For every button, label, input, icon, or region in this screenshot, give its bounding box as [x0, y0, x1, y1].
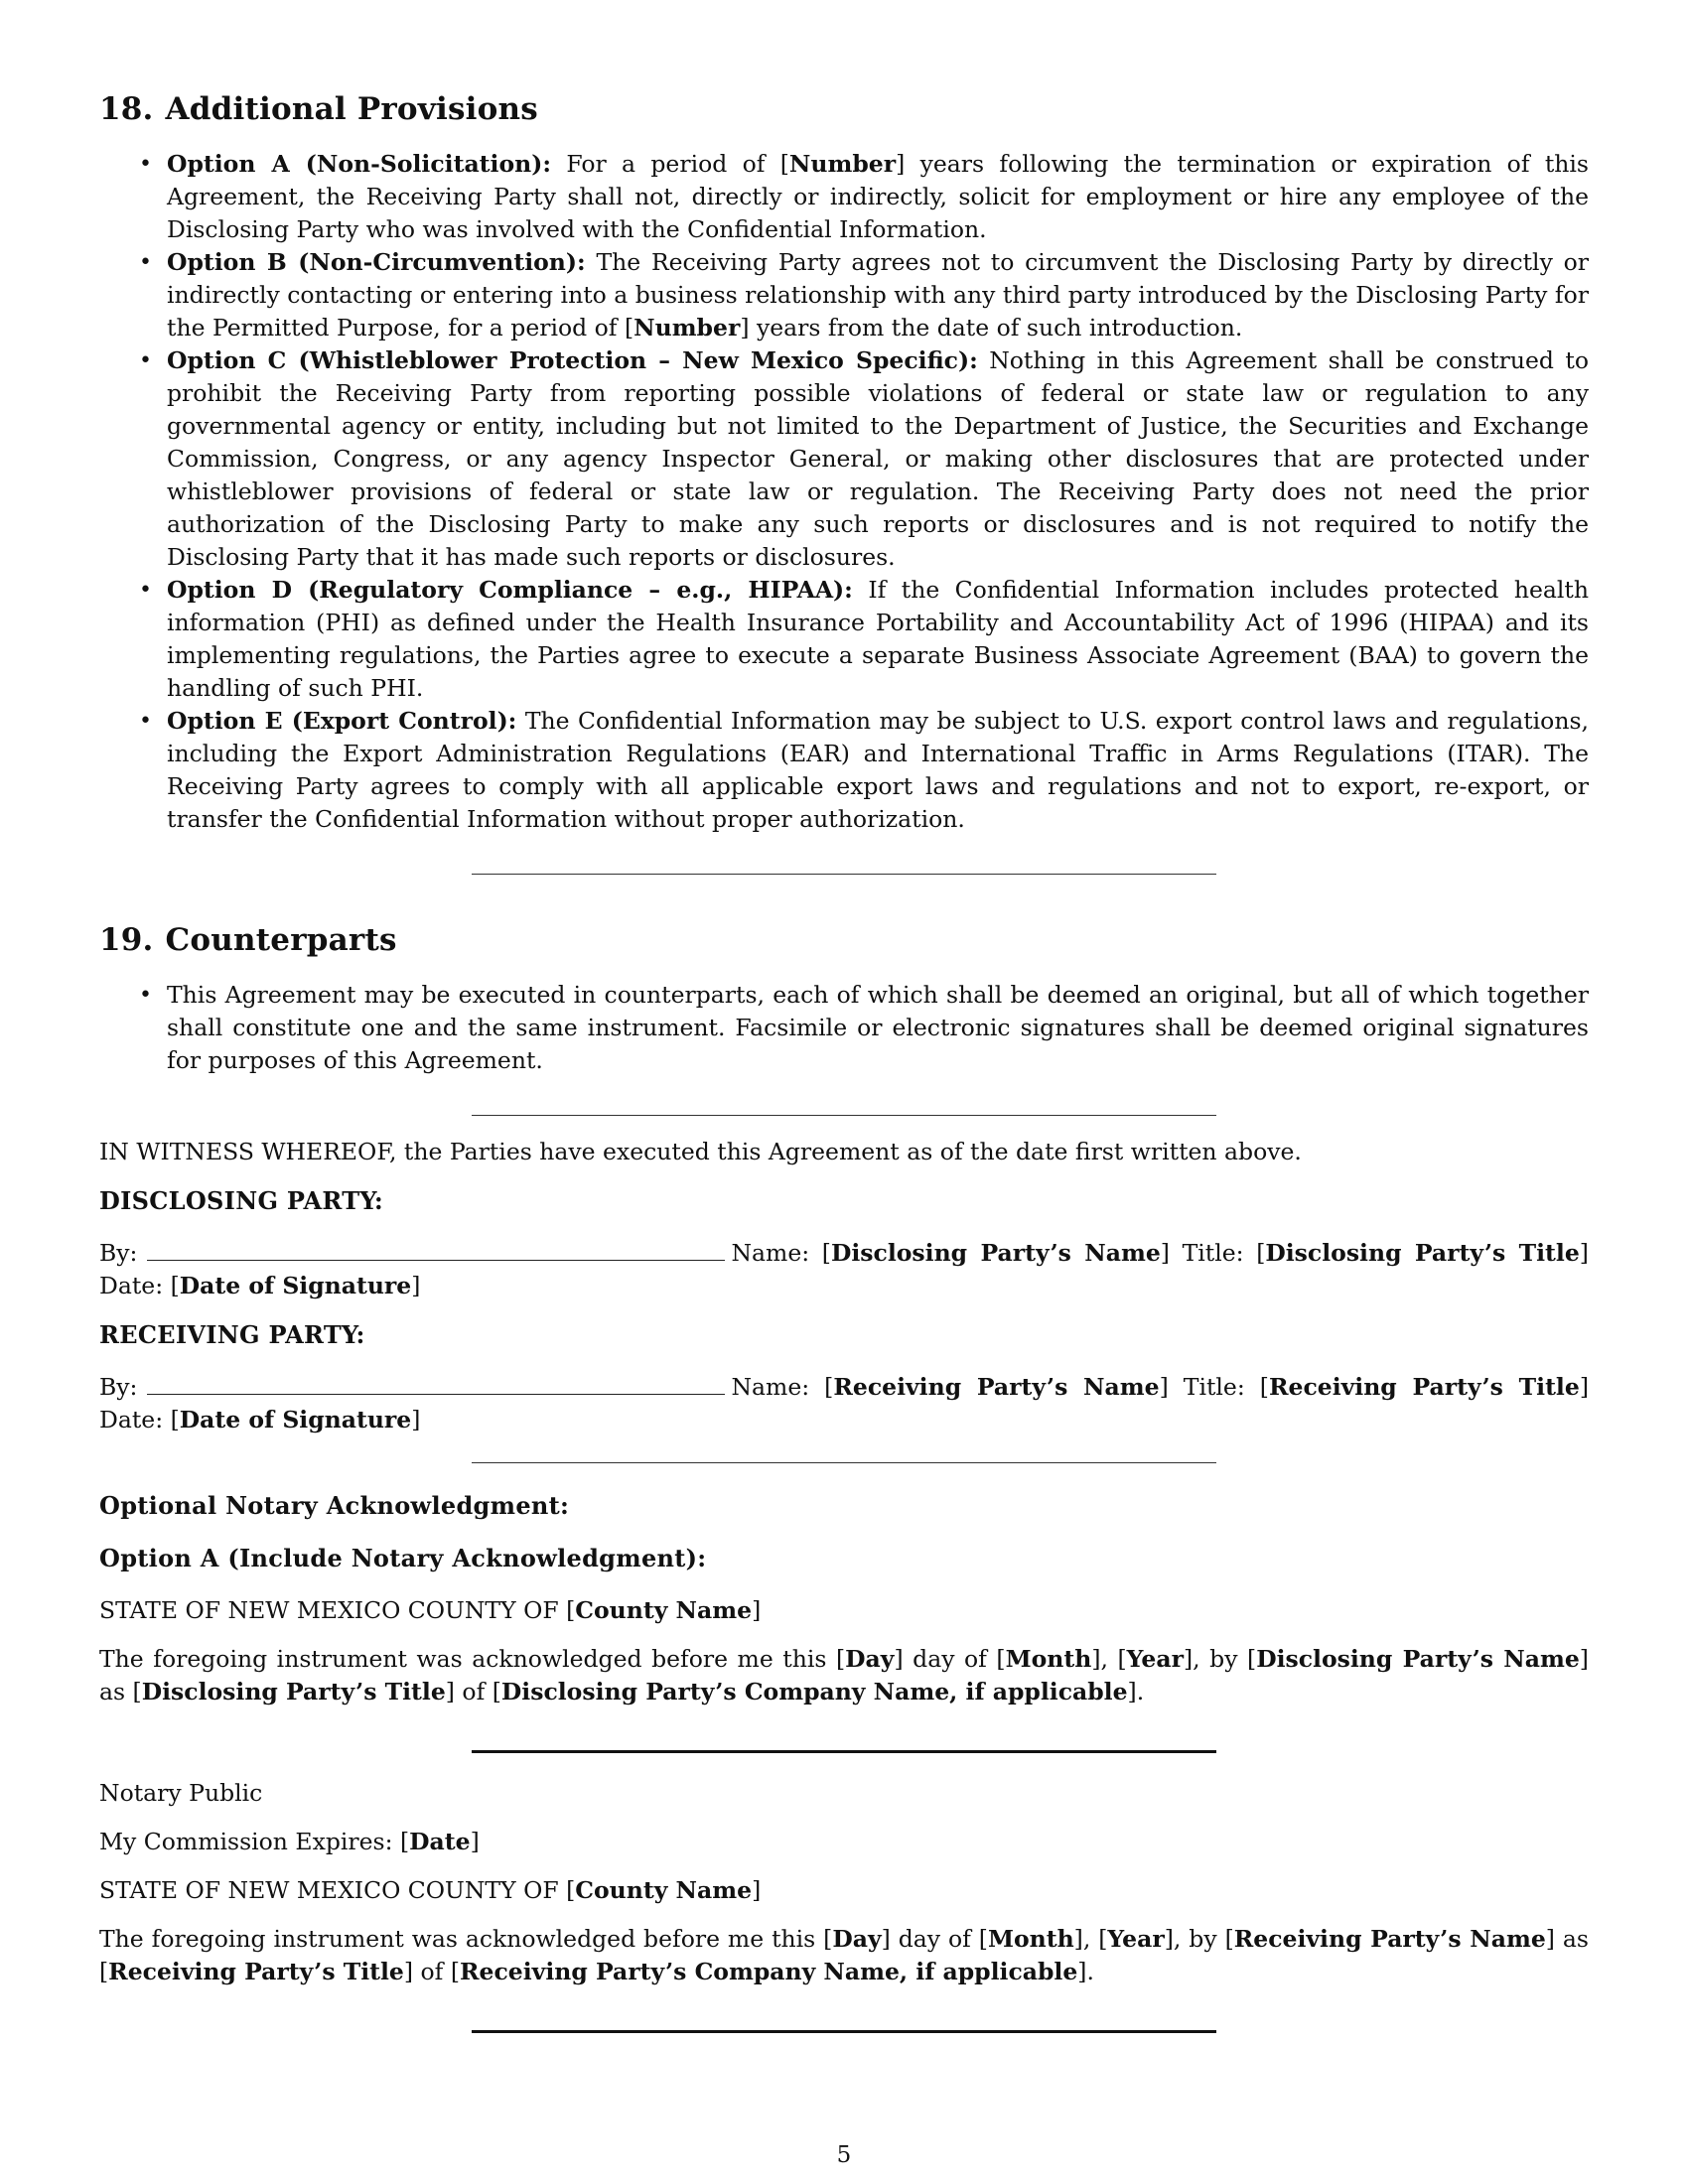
text: ] day of [ — [881, 1925, 988, 1954]
notary-heading: Optional Notary Acknowledgment: — [99, 1491, 570, 1521]
option-label: Option B (Non-Circumvention): — [167, 248, 586, 277]
section-19-heading — [99, 922, 1589, 959]
placeholder: Month — [1005, 1645, 1092, 1674]
placeholder: County Name — [575, 1876, 753, 1905]
placeholder: Receiving Party’s Title — [108, 1958, 404, 1986]
section-title: Counterparts — [165, 922, 397, 959]
placeholder: Disclosing Party’s Title — [1265, 1239, 1580, 1268]
receiving-signature-block — [99, 1371, 1589, 1436]
by-label: By: — [99, 1373, 138, 1402]
section-title: Additional Provisions — [165, 91, 538, 127]
acknowledgment-receiving — [99, 1923, 1589, 1988]
date-label: ] Date: [ — [99, 1373, 1589, 1434]
title-label: ] Title: [ — [1159, 1373, 1269, 1402]
disclosing-party-heading: DISCLOSING PARTY: — [99, 1186, 384, 1216]
receiving-party-heading: RECEIVING PARTY: — [99, 1320, 365, 1350]
text: STATE OF NEW MEXICO COUNTY OF [ — [99, 1876, 576, 1905]
text: ]. — [1077, 1958, 1094, 1986]
witness-clause: IN WITNESS WHEREOF, the Parties have executed this Agreement as of the date first written above. — [99, 1138, 1302, 1166]
placeholder: Disclosing Party’s Title — [141, 1678, 446, 1706]
document-page — [99, 91, 1589, 2033]
placeholder: County Name — [575, 1596, 753, 1625]
item-text: The Receiving Party agrees not to circumvent the Disclosing Party by directly or indirectly contacting or entering into a business relationship with any third party introduced by the Disclosing Party for the Permitted Purpose, for a period of [ — [167, 248, 1589, 342]
bracket: ] — [411, 1406, 421, 1434]
acknowledgment-disclosing — [99, 1643, 1589, 1708]
list-item — [167, 574, 1589, 705]
placeholder: Receiving Party’s Title — [1268, 1373, 1580, 1402]
placeholder: Day — [832, 1925, 882, 1954]
by-label: By: — [99, 1239, 138, 1268]
item-text: ] years from the date of such introduction. — [740, 314, 1243, 342]
state-county-line — [99, 1594, 1589, 1627]
placeholder: Disclosing Party’s Company Name, if applicable — [500, 1678, 1128, 1706]
placeholder: Number — [788, 150, 897, 179]
bracket: ] — [752, 1596, 762, 1625]
placeholder: Receiving Party’s Name — [833, 1373, 1160, 1402]
notary-option-heading: Option A (Include Notary Acknowledgment): — [99, 1544, 707, 1573]
placeholder: Date of Signature — [179, 1272, 412, 1300]
placeholder: Number — [633, 314, 741, 342]
text: The foregoing instrument was acknowledged before me this [ — [99, 1645, 846, 1674]
text: ] of [ — [403, 1958, 461, 1986]
placeholder: Month — [987, 1925, 1074, 1954]
text: ] of [ — [445, 1678, 501, 1706]
text: ], [ — [1091, 1645, 1127, 1674]
page-number: 5 — [836, 2142, 852, 2168]
text: The foregoing instrument was acknowledged before me this [ — [99, 1925, 833, 1954]
provisions-list — [99, 148, 1589, 836]
notary-public-label: Notary Public — [99, 1779, 263, 1808]
counterparts-list — [99, 979, 1589, 1077]
list-item — [167, 705, 1589, 836]
name-label: Name: [ — [731, 1373, 834, 1402]
placeholder: Receiving Party’s Name — [1233, 1925, 1546, 1954]
date-label: ] Date: [ — [99, 1239, 1589, 1300]
text: ] as [ — [99, 1925, 1589, 1986]
section-number: 19. — [99, 922, 154, 959]
option-label: Option C (Whistleblower Protection – New Mexico Specific): — [167, 346, 978, 375]
placeholder: Day — [845, 1645, 895, 1674]
disclosing-signature-line[interactable] — [147, 1238, 725, 1261]
title-label: ] Title: [ — [1160, 1239, 1266, 1268]
name-label: Name: [ — [731, 1239, 831, 1268]
bracket: ] — [470, 1828, 480, 1856]
item-text: Nothing in this Agreement shall be construed to prohibit the Receiving Party from reporting possible violations of federal or state law or regulation to any governmental agency or entity, including but not limited to the Department of Justice, the Securities and Exchange Commission, Congress, or any agency Inspector General, or making other disclosures that are protected under whistleblower provisions of federal or state law or regulation. The Receiving Party does not need the prior authorization of the Disclosing Party to make any such reports or disclosures and is not required to notify the Disclosing Party that it has made such reports or disclosures. — [167, 346, 1589, 572]
bracket: ] — [411, 1272, 421, 1300]
item-text: The Confidential Information may be subject to U.S. export control laws and regulations, including the Export Administration Regulations (EAR) and International Traffic in Arms Regulations (ITAR). The Receiving Party agrees to comply with all applicable export laws and regulations and not to export, re-export, or transfer the Confidential Information without proper authorization. — [167, 707, 1589, 834]
list-item — [167, 246, 1589, 344]
text: ]. — [1127, 1678, 1145, 1706]
text: ], [ — [1073, 1925, 1108, 1954]
placeholder: Year — [1126, 1645, 1184, 1674]
placeholder: Year — [1107, 1925, 1165, 1954]
receiving-signature-line[interactable] — [147, 1372, 725, 1395]
option-label: Option D (Regulatory Compliance – e.g., HIPAA): — [167, 576, 853, 605]
commission-expires — [99, 1826, 1589, 1858]
list-item: • This Agreement may be executed in counterparts, each of which shall be deemed an original, but all of which together shall constitute one and the same instrument. Facsimile or electronic signatures shall be deemed original signatures for purposes of this Agreement. — [167, 979, 1589, 1077]
placeholder: Disclosing Party’s Name — [1256, 1645, 1580, 1674]
option-label: Option E (Export Control): — [167, 707, 517, 736]
section-number: 18. — [99, 91, 154, 127]
placeholder: Date of Signature — [179, 1406, 412, 1434]
text: STATE OF NEW MEXICO COUNTY OF [ — [99, 1596, 576, 1625]
text: ], by [ — [1183, 1645, 1257, 1674]
list-item — [167, 148, 1589, 246]
item-text: ] years following the termination or expiration of this Agreement, the Receiving Party shall not, directly or indirectly, solicit for employment or hire any employee of the Disclosing Party who was involved with the Confidential Information. — [167, 150, 1589, 244]
text: My Commission Expires: [ — [99, 1828, 410, 1856]
placeholder: Receiving Party’s Company Name, if applicable — [460, 1958, 1078, 1986]
placeholder: Disclosing Party’s Name — [830, 1239, 1161, 1268]
text: ] as [ — [99, 1645, 1589, 1706]
notary-signature-line[interactable] — [472, 2030, 1216, 2033]
disclosing-signature-block — [99, 1237, 1589, 1302]
section-18-heading — [99, 91, 1589, 128]
list-item — [167, 344, 1589, 574]
item-text: If the Confidential Information includes protected health information (PHI) as defined under the Health Insurance Portability and Accountability Act of 1996 (HIPAA) and its implementing regulations, the Parties agree to execute a separate Business Associate Agreement (BAA) to govern the handling of such PHI. — [167, 576, 1589, 703]
option-label: Option A (Non-Solicitation): — [167, 150, 552, 179]
state-county-line — [99, 1874, 1589, 1907]
placeholder: Date — [409, 1828, 471, 1856]
text: ], by [ — [1164, 1925, 1234, 1954]
text: ] day of [ — [894, 1645, 1006, 1674]
item-text: For a period of [ — [551, 150, 789, 179]
bracket: ] — [752, 1876, 762, 1905]
